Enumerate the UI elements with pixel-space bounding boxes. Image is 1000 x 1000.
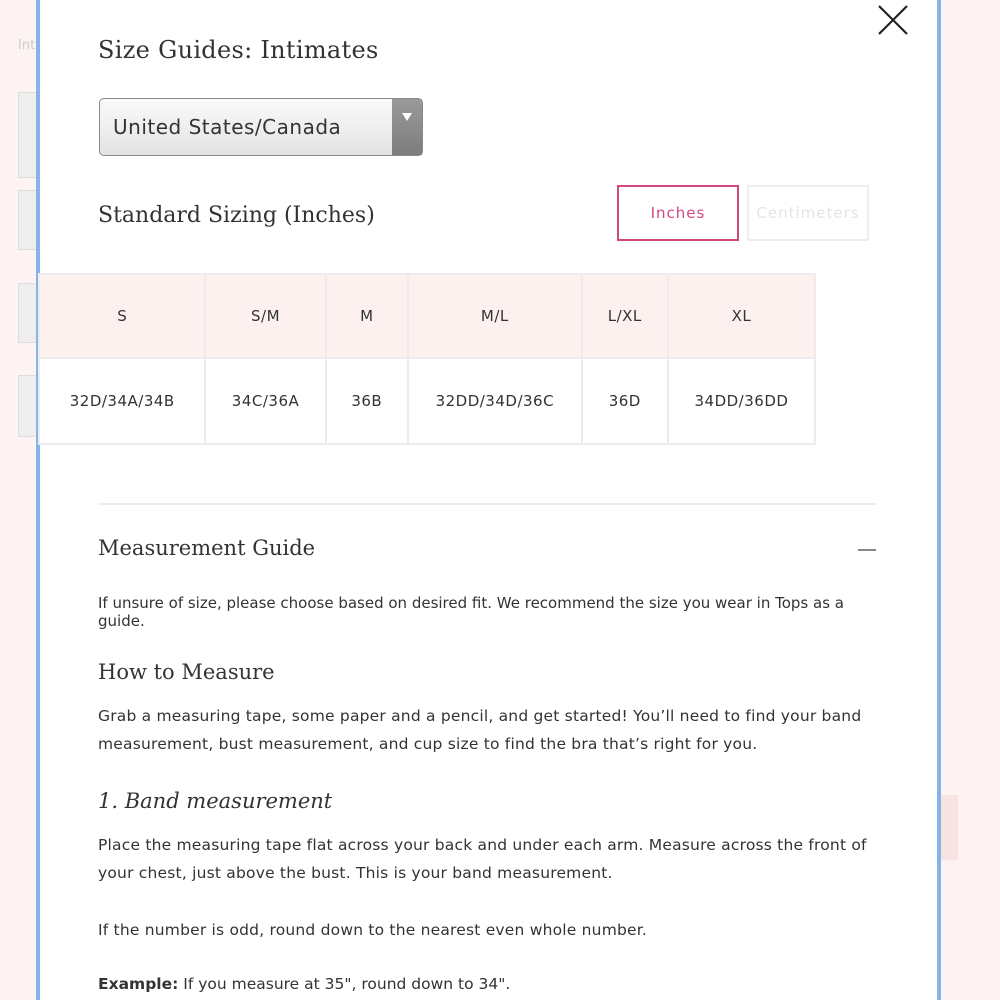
modal-title: Size Guides: Intimates — [98, 36, 379, 64]
how-to-measure-text: Grab a measuring tape, some paper and a pencil, and get started! You’ll need to find your band measurement, bust measurement, and cup size to find the bra that’s right for you. — [98, 707, 862, 753]
guide-intro-text: If unsure of size, please choose based on desired fit. We recommend the size you wear in Tops as a guide. — [98, 594, 844, 630]
close-x-icon[interactable] — [875, 2, 911, 38]
table-header-cell: M/L — [408, 274, 582, 358]
example-body: If you measure at 35", round down to 34". — [178, 975, 511, 993]
table-cell: 34DD/36DD — [668, 358, 815, 444]
background-thumbnail — [18, 283, 38, 343]
example-text — [98, 975, 510, 993]
table-header-cell: S/M — [205, 274, 325, 358]
unit-centimeters-button[interactable]: Centimeters — [747, 185, 869, 241]
table-header-cell: S — [39, 274, 205, 358]
table-header-cell: M — [326, 274, 408, 358]
band-measurement-title: 1. Band measurement — [98, 789, 333, 813]
size-table-scroll[interactable] — [69, 273, 876, 445]
table-header-row — [39, 274, 815, 358]
measurement-guide-title[interactable]: Measurement Guide — [98, 536, 316, 560]
sizing-title: Standard Sizing (Inches) — [98, 203, 375, 228]
close-button[interactable] — [875, 2, 911, 38]
background-thumbnail — [18, 375, 38, 437]
background-thumbnail — [18, 190, 38, 250]
table-cell: 32DD/34D/36C — [408, 358, 582, 444]
unit-inches-button[interactable]: Inches — [617, 185, 739, 241]
minus-icon[interactable] — [858, 549, 876, 551]
background-thumbnail — [18, 92, 38, 178]
section-divider — [98, 503, 876, 505]
band-measurement-text: Place the measuring tape flat across your back and under each arm. Measure across the front of your chest, just above the bust. This is your band measurement. — [98, 836, 867, 882]
background-text: Int — [18, 38, 36, 53]
triangle-down-icon — [402, 113, 412, 121]
table-header-cell: L/XL — [582, 274, 668, 358]
dropdown-arrow[interactable] — [392, 99, 422, 155]
table-row — [39, 358, 815, 444]
how-to-measure-title: How to Measure — [98, 660, 275, 684]
background-block — [938, 795, 958, 860]
region-select[interactable] — [99, 98, 423, 156]
odd-number-text: If the number is odd, round down to the nearest even whole number. — [98, 921, 648, 939]
table-cell: 32D/34A/34B — [39, 358, 205, 444]
example-label: Example: — [98, 975, 179, 993]
table-cell: 36D — [582, 358, 668, 444]
size-table — [38, 273, 816, 445]
size-guide-modal — [36, 0, 941, 1000]
region-select-value: United States/Canada — [113, 115, 342, 139]
table-cell: 34C/36A — [205, 358, 325, 444]
table-header-cell: XL — [668, 274, 815, 358]
table-cell: 36B — [326, 358, 408, 444]
